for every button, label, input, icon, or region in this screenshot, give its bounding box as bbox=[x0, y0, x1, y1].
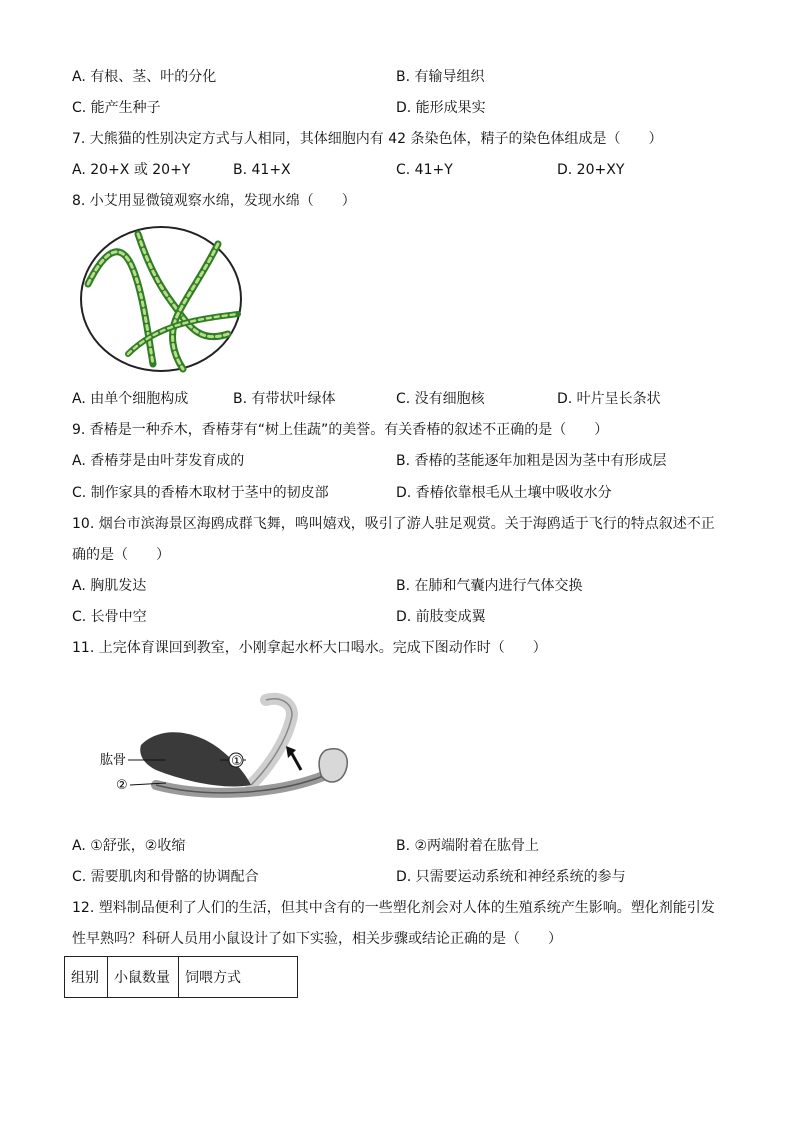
q6-option-d: D. 能形成果实 bbox=[396, 100, 486, 116]
q8-stem: 8. 小艾用显微镜观察水绵，发现水绵（ ） bbox=[72, 193, 356, 209]
experiment-table bbox=[64, 956, 298, 998]
q7-option-d: D. 20+XY bbox=[557, 162, 625, 178]
q7-option-c: C. 41+Y bbox=[396, 162, 453, 178]
q7-stem: 7. 大熊猫的性别决定方式与人相同，其体细胞内有 42 条染色体，精子的染色体组成是（ ） bbox=[72, 131, 663, 147]
q6-option-a: A. 有根、茎、叶的分化 bbox=[72, 69, 217, 85]
table-header-feeding-method: 饲喂方式 bbox=[179, 957, 298, 998]
q12-stem-line1: 12. 塑料制品便利了人们的生活，但其中含有的一些塑化剂会对人体的生殖系统产生影响。塑化剂能引发 bbox=[72, 900, 715, 916]
q12-stem-line2: 性早熟吗？科研人员用小鼠设计了如下实验，相关步骤或结论正确的是（ ） bbox=[72, 931, 562, 947]
q7-option-b: B. 41+X bbox=[233, 162, 291, 178]
q11-option-a: A. ①舒张，②收缩 bbox=[72, 838, 186, 854]
q9-option-c: C. 制作家具的香椿木取材于茎中的韧皮部 bbox=[72, 485, 329, 501]
q8-option-a: A. 由单个细胞构成 bbox=[72, 391, 189, 407]
q9-option-d: D. 香椿依靠根毛从土壤中吸收水分 bbox=[396, 485, 612, 501]
label-marker-1: ① bbox=[231, 754, 243, 769]
q8-option-d: D. 叶片呈长条状 bbox=[557, 391, 661, 407]
arm-muscle-figure bbox=[96, 690, 356, 810]
q11-option-c: C. 需要肌肉和骨骼的协调配合 bbox=[72, 869, 259, 885]
q11-stem: 11. 上完体育课回到教室，小刚拿起水杯大口喝水。完成下图动作时（ ） bbox=[72, 640, 547, 656]
spirogyra-microscope-figure bbox=[78, 224, 244, 374]
q10-stem-line2: 确的是（ ） bbox=[72, 547, 170, 563]
q9-stem: 9. 香椿是一种乔木，香椿芽有“树上佳蔬”的美誉。有关香椿的叙述不正确的是（ ） bbox=[72, 422, 609, 438]
table-header-mouse-count: 小鼠数量 bbox=[108, 957, 179, 998]
q10-option-d: D. 前肢变成翼 bbox=[396, 609, 486, 625]
q10-option-a: A. 胸肌发达 bbox=[72, 578, 147, 594]
q8-option-b: B. 有带状叶绿体 bbox=[233, 391, 336, 407]
q9-option-a: A. 香椿芽是由叶芽发育成的 bbox=[72, 453, 245, 469]
q8-option-c: C. 没有细胞核 bbox=[396, 391, 485, 407]
table-header-group: 组别 bbox=[65, 957, 108, 998]
q7-option-a: A. 20+X 或 20+Y bbox=[72, 162, 191, 178]
q11-option-d: D. 只需要运动系统和神经系统的参与 bbox=[396, 869, 626, 885]
q6-option-b: B. 有输导组织 bbox=[396, 69, 485, 85]
q11-option-b: B. ②两端附着在肱骨上 bbox=[396, 838, 540, 854]
q10-option-c: C. 长骨中空 bbox=[72, 609, 147, 625]
label-humerus: 肱骨 bbox=[100, 753, 127, 768]
label-marker-2: ② bbox=[116, 778, 128, 793]
q10-stem-line1: 10. 烟台市滨海景区海鸥成群飞舞，鸣叫嬉戏，吸引了游人驻足观赏。关于海鸥适于飞行的特点叙述不正 bbox=[72, 516, 715, 532]
q10-option-b: B. 在肺和气囊内进行气体交换 bbox=[396, 578, 583, 594]
table-header-row bbox=[65, 957, 298, 998]
q9-option-b: B. 香椿的茎能逐年加粗是因为茎中有形成层 bbox=[396, 453, 667, 469]
q6-option-c: C. 能产生种子 bbox=[72, 100, 161, 116]
